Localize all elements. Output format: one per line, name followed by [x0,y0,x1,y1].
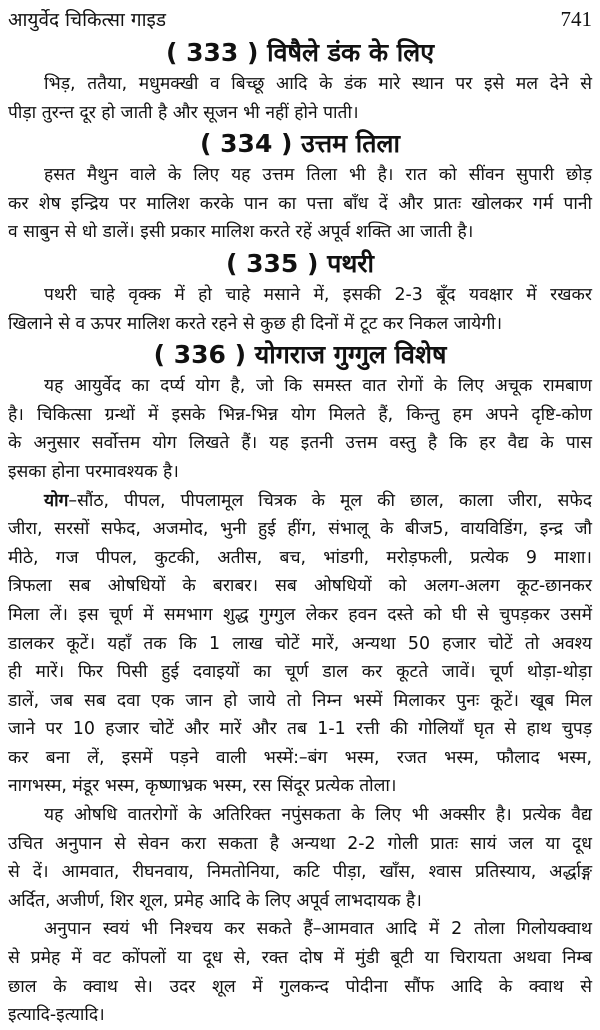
text-line: कर शेष इन्द्रिय पर मालिश करके पान का पत्ता बाँध दें और प्रातः खोलकर गर्म पानी [8,193,592,214]
page-content [8,36,592,1030]
text-line [8,487,592,516]
formula-label: योग [44,490,69,511]
text-line: से दें। आमवात, रीघनवाय, निमतोनिया, कटि पीड़ा, खाँस, श्वास प्रतिस्याय, अर्द्धाङ्ग [8,862,592,883]
text-line: यह ओषधि वातरोगों के अतिरिक्त नपुंसकता के लिए भी अक्सीर है। प्रत्येक वैद्य [44,805,592,826]
text-line: इत्यादि-इत्यादि। [8,1005,105,1026]
section-334 [8,127,592,247]
text-line: डालें, जब सब दवा एक जान हो जाये तो निम्न भस्में मिलाकर पुनः कूटें। खूब मिल [8,690,592,711]
paragraph [8,801,592,915]
text-line: छाल के क्वाथ से। उदर शूल में गुलकन्द पोदीना सौंफ आदि के क्वाथ से [8,976,592,997]
text-line: अनुपान स्वयं भी निश्चय कर सकते हैं–आमवात आदि में 2 तोला गिलोयक्वाथ [44,919,592,940]
text-line: मिला लें। इस चूर्ण में समभाग शुद्ध गुग्गुल लेकर हवन दस्ते को घी से चुपड़कर उसमें [8,604,592,625]
running-header [8,4,592,34]
section-336 [8,338,592,1030]
text-line: इसका होना परमावश्यक है। [8,461,179,482]
text-line: मीठे, गज पीपल, कुटकी, अतीस, बच, भांडगी, मरोड़फली, प्रत्येक 9 माशा। [8,547,592,568]
text-line: पीड़ा तुरन्त दूर हो जाती है और सूजन भी नहीं होने पाती। [8,102,359,123]
text-line: त्रिफला सब ओषधियों के बराबर। सब ओषधियों को अलग-अलग कूट-छानकर [8,576,592,597]
section-heading: ( 335 ) पथरी [225,248,375,278]
text-line: यह आयुर्वेद का दर्प्य योग है, जो कि समस्त वात रोगों के लिए अचूक रामबाण [44,376,592,397]
section-heading: ( 336 ) योगराज गुग्गुल विशेष [153,340,447,370]
text-line: कर बना लें, इसमें पड़ने वाली भस्में:–बंग भस्म, रजत भस्म, फौलाद भस्म, [8,747,592,768]
text-line: जीरा, सरसों सफेद, अजमोद, भुनी हुई हींग, संभालू के बीज5, वायविडिंग, इन्द्र जौ [8,519,592,540]
text-line: के अनुसार सर्वोत्तम योग लिखते हैं। यह इतनी उत्तम वस्तु है कि हर वैद्य के पास [8,433,592,454]
text-span: –सौंठ, पीपल, पीपलामूल चित्रक के मूल की छाल, काला जीरा, सफेद [68,490,592,511]
text-line: खिलाने से व ऊपर मालिश करते रहने से कुछ ही दिनों में टूट कर निकल जायेगी। [8,313,503,334]
paragraph [8,915,592,1029]
text-line: पथरी चाहे वृक्क में हो चाहे मसाने में, इसकी 2-3 बूँद यवक्षार में रखकर [44,284,592,305]
text-line: नागभस्म, मंडूर भस्म, कृष्णाभ्रक भस्म, रस सिंदूर प्रत्येक तोला। [8,776,397,797]
paragraph [8,70,592,127]
section-heading: ( 333 ) विषैले डंक के लिए [165,38,435,67]
text-line: है। चिकित्सा ग्रन्थों में इसके भिन्न-भिन्न योग मिलते हैं, किन्तु हम अपने दृष्टि-कोण [8,404,592,425]
page-number: 741 [560,6,592,31]
book-title: आयुर्वेद चिकित्सा गाइड [8,9,166,31]
section-heading: ( 334 ) उत्तम तिला [200,129,400,159]
text-line: व साबुन से धो डालें। इसी प्रकार मालिश करते रहें अपूर्व शक्ति आ जाती है। [8,222,474,243]
section-335 [8,247,592,338]
paragraph [8,281,592,338]
text-line: से प्रमेह में वट कोंपलों या दूध से, रक्त दोष में मुंडी बूटी या चिरायता अथवा निम्ब [8,948,592,969]
paragraph-formula [8,487,592,802]
text-line: अर्दित, अजीर्ण, शिर शूल, प्रमेह आदि के लिए अपूर्व लाभदायक है। [8,890,422,911]
paragraph [8,372,592,486]
section-333 [8,36,592,127]
paragraph [8,161,592,247]
text-line: जाने पर 10 हजार चोटें और मारें और तब 1-1 रत्ती की गोलियाँ घृत से हाथ चुपड़ [8,719,592,740]
text-line: ही मारें। फिर पिसी हुई दवाइयों का चूर्ण डाल कर कूटते जावें। चूर्ण थोड़ा-थोड़ा [8,662,592,683]
text-line: उचित अनुपान से सेवन करा सकता है अन्यथा 2-2 गोली प्रातः सायं जल या दूध [8,833,592,854]
text-line: डालकर कूटें। यहाँ तक कि 1 लाख चोटें मारें, अन्यथा 50 हजार चोटें तो अवश्य [8,633,592,654]
text-line: भिड़, ततैया, मधुमक्खी व बिच्छू आदि के डंक मारे स्थान पर इसे मल देने से [44,74,592,94]
text-line: हसत मैथुन वाले के लिए यह उत्तम तिला भी है। रात को सींवन सुपारी छोड़ [44,165,592,186]
